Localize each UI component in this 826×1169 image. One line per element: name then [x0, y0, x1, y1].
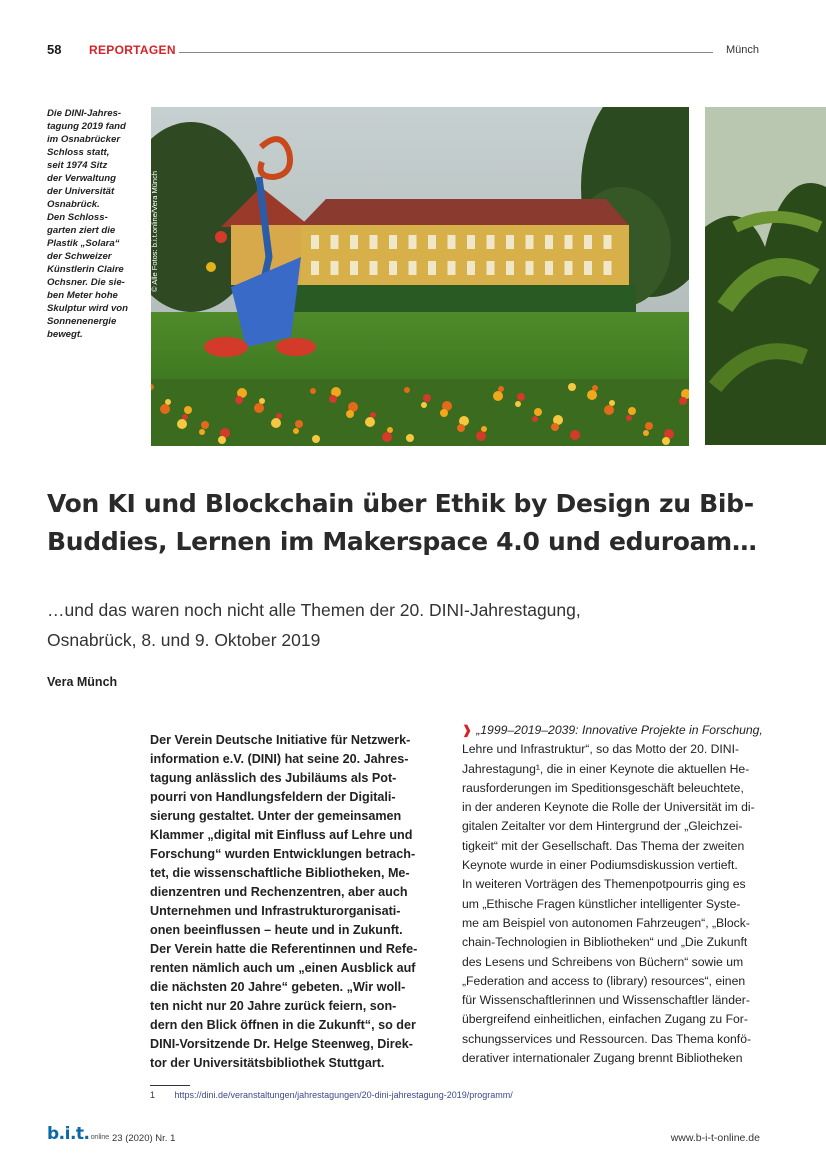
body-line: tigkeit“ mit der Gesellschaft. Das Thema der zweiten: [462, 838, 745, 853]
footnote-number: 1: [150, 1090, 156, 1100]
castle-window: [565, 261, 573, 275]
flower: [201, 421, 209, 429]
castle-window: [350, 261, 358, 275]
section-marker-icon: ❱: [462, 723, 473, 737]
caption-line: garten ziert die: [47, 225, 116, 236]
castle-window: [428, 261, 436, 275]
caption-line: Künstlerin Claire: [47, 264, 124, 275]
running-author: Münch: [725, 44, 759, 56]
flower: [423, 394, 431, 402]
caption-line: der Schweizer: [47, 251, 112, 262]
title-line: Von KI und Blockchain über Ethik by Design zu Bib-: [47, 489, 754, 518]
lead-line: Forschung“ wurden Entwicklungen betrach-: [150, 847, 416, 861]
lead-line: dern den Blick öffnen in die Zukunft“, so der: [150, 1018, 416, 1032]
flower: [382, 432, 392, 442]
caption-line: Plastik „Solara“: [47, 238, 120, 249]
castle-window: [565, 235, 573, 249]
flower: [160, 404, 170, 414]
lead-line: onen beeinflussen – heute und in Zukunft.: [150, 923, 403, 937]
flower: [493, 391, 503, 401]
plant-photo: [705, 107, 826, 445]
flower: [199, 429, 205, 435]
byline: Vera Münch: [47, 675, 118, 689]
castle-window: [331, 261, 339, 275]
body-line: um „Ethische Fragen künstlicher intelligenter Syste-: [462, 896, 741, 911]
body-line: rausforderungen im Speditionsgeschäft beleuchtete,: [462, 780, 744, 795]
castle-window: [584, 235, 592, 249]
castle-window: [448, 235, 456, 249]
flower: [293, 428, 299, 434]
flower: [587, 390, 597, 400]
lead-paragraph: [150, 731, 440, 1073]
caption-line: der Verwaltung: [47, 173, 116, 184]
flower: [365, 417, 375, 427]
caption-line: seit 1974 Sitz: [47, 160, 108, 171]
flower: [626, 415, 632, 421]
castle-window: [389, 261, 397, 275]
castle-window: [506, 235, 514, 249]
caption-line: im Osnabrücker: [47, 134, 121, 145]
flower: [218, 436, 226, 444]
lead-line: Der Verein Deutsche Initiative für Netzwerk-: [150, 733, 411, 747]
plant-illustration: [705, 107, 826, 445]
castle-window: [370, 235, 378, 249]
lead-line: tor der Universitätsbibliothek Stuttgart.: [150, 1056, 385, 1070]
body-line: in der anderen Keynote die Rolle der Universität im di-: [462, 800, 755, 815]
lead-line: tet, die wissenschaftliche Bibliotheken, Me-: [150, 866, 410, 880]
flower: [532, 416, 538, 422]
body-line: übergreifend einheitlichen, einfachen Zugang zu For-: [462, 1012, 748, 1027]
castle-window: [526, 261, 534, 275]
castle-window: [487, 235, 495, 249]
castle-window: [409, 261, 417, 275]
caption-line: Osnabrück.: [47, 199, 100, 210]
body-line: Lehre und Infrastruktur“, so das Motto der 20. DINI-: [462, 742, 740, 757]
flower: [177, 419, 187, 429]
flower: [628, 407, 636, 415]
castle-garden-illustration: [151, 107, 689, 446]
running-header: [47, 42, 759, 60]
flower: [568, 383, 576, 391]
body-line: me am Beispiel von autonomen Fahrzeugen“, „Block-: [462, 915, 750, 930]
flower: [662, 437, 670, 445]
body-column: [462, 721, 763, 1068]
body-text: [462, 740, 760, 1068]
flower: [551, 423, 559, 431]
lead-line: die nächsten 20 Jahre“ gebeten. „Wir woll-: [150, 980, 406, 994]
body-line: In weiteren Vorträgen des Themenpotpourris ging es: [462, 877, 746, 892]
flower: [295, 420, 303, 428]
caption-line: Schloss statt,: [47, 147, 110, 158]
castle-window: [409, 235, 417, 249]
castle-window: [467, 235, 475, 249]
castle-window: [526, 235, 534, 249]
lead-line: Unternehmen und Infrastrukturorganisati-: [150, 904, 401, 918]
caption-line: ben Meter hohe: [47, 290, 118, 301]
flower: [476, 431, 486, 441]
motto-quote: „1999–2019–2039: Innovative Projekte in Forschung,: [476, 723, 763, 737]
castle-window: [487, 261, 495, 275]
castle-window: [604, 261, 612, 275]
caption-line: der Universität: [47, 186, 115, 197]
logo-sub: online: [90, 1133, 109, 1141]
flower: [534, 408, 542, 416]
body-line: des Lesens und Schreibens von Büchern“ sowie um: [462, 954, 744, 969]
page-number: 58: [47, 42, 62, 57]
caption-line: Skulptur wird von: [47, 303, 129, 314]
footnote-link[interactable]: https://dini.de/veranstaltungen/jahrestagungen/20-dini-jahrestagung-2019/programm/: [174, 1090, 513, 1100]
lead-line: Klammer „digital mit Einfluss auf Lehre und: [150, 828, 413, 842]
flower: [440, 409, 448, 417]
body-line: Jahrestagung¹, die in einer Keynote die aktuellen He-: [462, 761, 750, 776]
photo-credit: © Alle Fotos: b.i.t.online/Vera Münch: [150, 170, 159, 292]
castle-garden-photo: [151, 107, 689, 446]
castle-window: [604, 235, 612, 249]
lead-line: information e.V. (DINI) hat seine 20. Jahres-: [150, 752, 409, 766]
lead-line: Der Verein hatte die Referentinnen und Refe-: [150, 942, 418, 956]
castle-window: [350, 235, 358, 249]
flower: [235, 396, 243, 404]
lead-line: tagung anlässlich des Jubiläums als Pot-: [150, 771, 397, 785]
logo-text: b.i.t.: [47, 1124, 90, 1144]
lead-line: pourri von Handlungsfeldern der Digitali-: [150, 790, 396, 804]
castle-window: [311, 235, 319, 249]
castle-window: [545, 235, 553, 249]
flower: [404, 387, 410, 393]
lead-line: sierung gestaltet. Unter der gemeinsamen: [150, 809, 402, 823]
body-line: für Wissenschaftlerinnen und Wissenschaftler länder-: [462, 993, 750, 1008]
flower: [645, 422, 653, 430]
body-line: gitalen Zeitalter vor dem Hintergrund der „Gleichzei-: [462, 819, 743, 834]
flower: [643, 430, 649, 436]
website[interactable]: www.b-i-t-online.de: [670, 1132, 760, 1144]
flower: [679, 397, 687, 405]
flower: [310, 388, 316, 394]
subtitle-line: …und das waren noch nicht alle Themen der 20. DINI-Jahrestagung,: [47, 600, 581, 620]
flower: [457, 424, 465, 432]
flower: [406, 434, 414, 442]
body-first-line: [462, 721, 763, 740]
bit-online-logo: [47, 1124, 109, 1144]
castle-window: [506, 261, 514, 275]
caption-line: Ochsner. Die sie-: [47, 277, 125, 288]
caption-line: bewegt.: [47, 329, 83, 340]
article-title: [47, 485, 787, 561]
castle-window: [545, 261, 553, 275]
lead-line: dienzentren und Rechenzentren, aber auch: [150, 885, 408, 899]
castle-window: [448, 261, 456, 275]
castle-window: [370, 261, 378, 275]
caption-line: tagung 2019 fand: [47, 121, 126, 132]
body-line: Keynote wurde in einer Podiumsdiskussion vertieft.: [462, 858, 738, 873]
castle-window: [428, 235, 436, 249]
castle-window: [389, 235, 397, 249]
caption-line: Den Schloss-: [47, 212, 108, 223]
flower: [312, 435, 320, 443]
subtitle-line: Osnabrück, 8. und 9. Oktober 2019: [47, 630, 321, 650]
body-line: schungsservices und Ressourcen. Das Thema konfö-: [462, 1031, 752, 1046]
castle-window: [331, 235, 339, 249]
photo-caption: [47, 107, 143, 341]
footnote: [150, 1090, 513, 1100]
article-subtitle: [47, 595, 767, 655]
body-line: chain-Technologien in Bibliotheken“ und „Die Zukunft: [462, 935, 748, 950]
castle-window: [311, 261, 319, 275]
castle-window: [467, 261, 475, 275]
flower: [254, 403, 264, 413]
lead-line: DINI-Vorsitzende Dr. Helge Steenweg, Direk-: [150, 1037, 413, 1051]
header-rule: [179, 52, 713, 53]
flower: [421, 402, 427, 408]
caption-line: Die DINI-Jahres-: [47, 108, 122, 119]
body-line: „Federation and access to (library) resources“, einen: [462, 973, 746, 988]
body-line: derativer internationaler Zugang brennt Bibliotheken: [462, 1051, 743, 1066]
flower: [329, 395, 337, 403]
footnote-rule: [150, 1085, 190, 1086]
section-label: REPORTAGEN: [89, 43, 176, 57]
title-line: Buddies, Lernen im Makerspace 4.0 und eduroam…: [47, 527, 757, 556]
caption-line: Sonnenenergie: [47, 316, 117, 327]
castle-window: [584, 261, 592, 275]
flower: [604, 405, 614, 415]
flower: [515, 401, 521, 407]
flower: [346, 410, 354, 418]
flower: [570, 430, 580, 440]
flower: [271, 418, 281, 428]
lead-line: renten nämlich auch um „einen Ausblick auf: [150, 961, 416, 975]
flower: [184, 406, 192, 414]
issue-info: 23 (2020) Nr. 1: [112, 1133, 176, 1144]
flower: [517, 393, 525, 401]
lead-line: ten nicht nur 20 Jahre zurück feiern, son-: [150, 999, 397, 1013]
